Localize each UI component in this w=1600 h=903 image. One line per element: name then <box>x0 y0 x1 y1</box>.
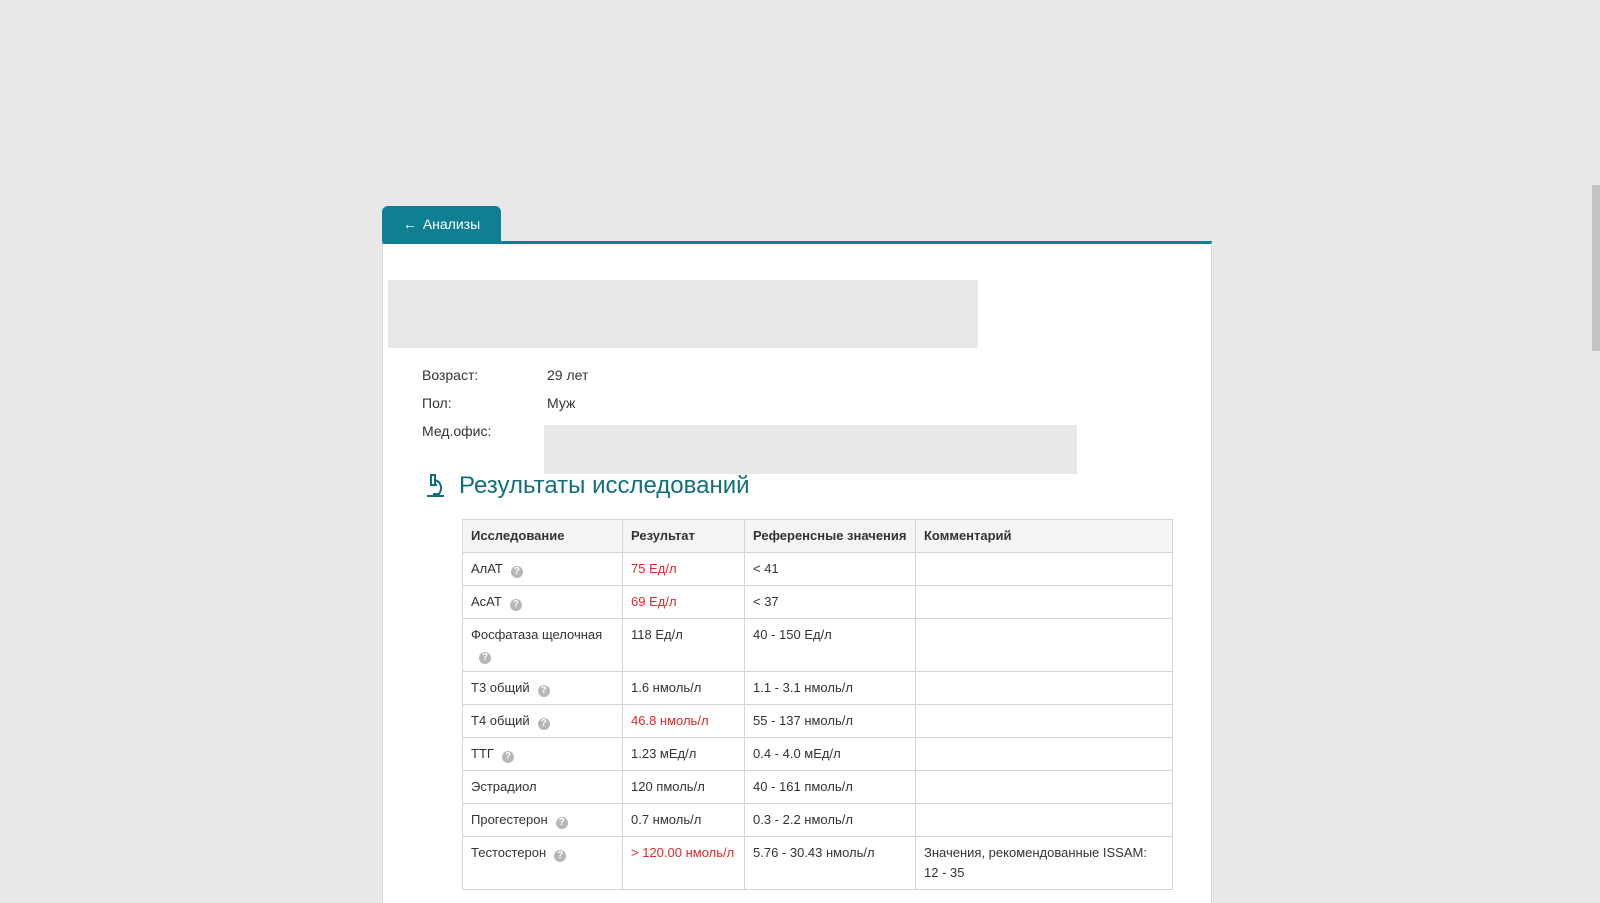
help-icon[interactable]: ? <box>538 718 550 730</box>
result-cell: 75 Ед/л <box>623 553 745 586</box>
reference-cell: 40 - 161 пмоль/л <box>745 771 916 804</box>
help-icon[interactable]: ? <box>538 685 550 697</box>
header-result: Результат <box>623 520 745 553</box>
results-table <box>462 519 1173 890</box>
page-scrollbar[interactable] <box>1592 0 1600 900</box>
comment-cell <box>916 771 1173 804</box>
table-row <box>463 553 1173 586</box>
reference-cell: 0.3 - 2.2 нмоль/л <box>745 804 916 837</box>
table-row <box>463 672 1173 705</box>
reference-cell: 5.76 - 30.43 нмоль/л <box>745 837 916 890</box>
reference-cell: < 41 <box>745 553 916 586</box>
header-study: Исследование <box>463 520 623 553</box>
table-row <box>463 804 1173 837</box>
study-cell <box>463 553 623 586</box>
study-name: ТТГ <box>471 746 494 761</box>
result-cell: 0.7 нмоль/л <box>623 804 745 837</box>
table-row <box>463 837 1173 890</box>
panel-content <box>382 241 1212 903</box>
result-cell: > 120.00 нмоль/л <box>623 837 745 890</box>
result-cell: 118 Ед/л <box>623 619 745 672</box>
comment-cell <box>916 738 1173 771</box>
age-value: 29 лет <box>547 367 589 383</box>
reference-cell: 0.4 - 4.0 мЕд/л <box>745 738 916 771</box>
study-name: Прогестерон <box>471 812 548 827</box>
results-panel <box>382 206 1212 900</box>
comment-cell <box>916 672 1173 705</box>
study-cell <box>463 672 623 705</box>
table-row <box>463 771 1173 804</box>
comment-cell <box>916 804 1173 837</box>
study-cell <box>463 804 623 837</box>
result-cell: 1.6 нмоль/л <box>623 672 745 705</box>
back-tab-label: Анализы <box>422 216 481 232</box>
help-icon[interactable]: ? <box>511 566 523 578</box>
help-icon[interactable]: ? <box>554 850 566 862</box>
comment-cell <box>916 553 1173 586</box>
study-cell <box>463 705 623 738</box>
comment-cell: Значения, рекомендованные ISSAM: 12 - 35 <box>916 837 1173 890</box>
reference-cell: < 37 <box>745 586 916 619</box>
study-cell <box>463 586 623 619</box>
microscope-icon <box>423 472 447 500</box>
help-icon[interactable]: ? <box>502 751 514 763</box>
office-label: Мед.офис: <box>422 423 492 439</box>
results-title: Результаты исследований <box>459 472 750 499</box>
header-comment: Комментарий <box>916 520 1173 553</box>
scrollbar-thumb[interactable] <box>1592 185 1600 351</box>
result-cell: 120 пмоль/л <box>623 771 745 804</box>
study-name: Тестостерон <box>471 845 547 860</box>
help-icon[interactable]: ? <box>479 652 491 664</box>
study-cell <box>463 738 623 771</box>
help-icon[interactable]: ? <box>556 817 568 829</box>
redacted-office-value <box>544 425 1077 474</box>
table-header-row <box>463 520 1173 553</box>
result-cell: 69 Ед/л <box>623 586 745 619</box>
redacted-patient-name <box>388 280 978 348</box>
study-name: АсАТ <box>471 594 502 609</box>
comment-cell <box>916 705 1173 738</box>
comment-cell <box>916 586 1173 619</box>
study-name: Т3 общий <box>471 680 530 695</box>
table-row <box>463 738 1173 771</box>
help-icon[interactable]: ? <box>510 599 522 611</box>
results-section-heading <box>423 472 750 500</box>
table-row <box>463 586 1173 619</box>
result-cell: 46.8 нмоль/л <box>623 705 745 738</box>
header-reference: Референсные значения <box>745 520 916 553</box>
age-label: Возраст: <box>422 367 479 383</box>
study-name: Т4 общий <box>471 713 530 728</box>
sex-label: Пол: <box>422 395 452 411</box>
comment-cell <box>916 619 1173 672</box>
arrow-left-icon: ← <box>402 216 417 232</box>
back-to-analyses-tab[interactable] <box>382 206 501 242</box>
reference-cell: 40 - 150 Ед/л <box>745 619 916 672</box>
study-name: АлАТ <box>471 561 503 576</box>
reference-cell: 1.1 - 3.1 нмоль/л <box>745 672 916 705</box>
table-row <box>463 705 1173 738</box>
study-name: Эстрадиол <box>471 779 537 794</box>
study-cell <box>463 837 623 890</box>
result-cell: 1.23 мЕд/л <box>623 738 745 771</box>
study-cell <box>463 771 623 804</box>
study-name: Фосфатаза щелочная <box>471 627 603 642</box>
table-row <box>463 619 1173 672</box>
sex-value: Муж <box>547 395 576 411</box>
reference-cell: 55 - 137 нмоль/л <box>745 705 916 738</box>
study-cell <box>463 619 623 672</box>
